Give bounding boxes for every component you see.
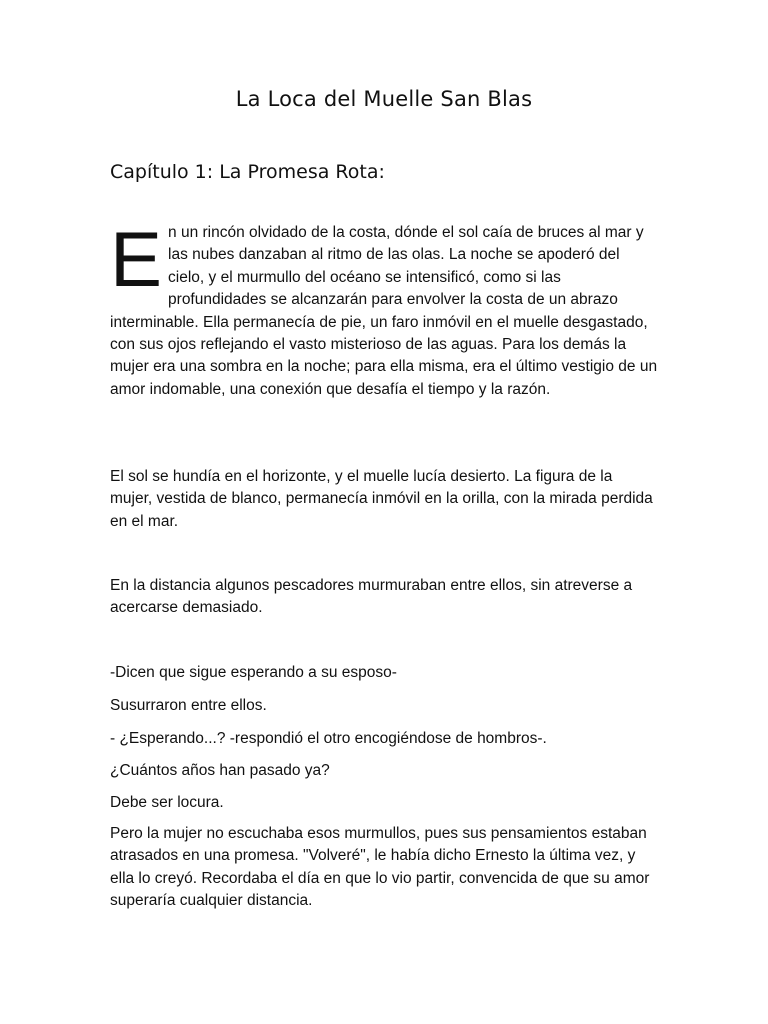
paragraph-2: El sol se hundía en el horizonte, y el muelle lucía desierto. La figura de la mujer, vestida de blanco, permanecía inmóvil en la orilla, con la mirada perdida en el mar. [110, 468, 653, 530]
drop-cap: E [110, 215, 163, 303]
document-title: La Loca del Muelle San Blas [235, 87, 533, 111]
dialogue-line: -Dicen que sigue esperando a su esposo- [110, 664, 397, 681]
paragraph-4: Pero la mujer no escuchaba esos murmullos, pues sus pensamientos estaban atrasados en una promesa. "Volveré", le había dicho Ernesto la última vez, y ella lo creyó. Recordaba el día en que lo vio partir, convencida de que su amor superaría cualquier distancia. [110, 825, 650, 910]
paragraph-1-text: n un rincón olvidado de la costa, dónde el sol caía de bruces al mar y las nubes danzaban al ritmo de las olas. La noche se apoderó del cielo, y el murmullo del océano se intensificó, como si las profundidades se alcanzarán para envolver la costa de un abrazo interminable. Ella permanecía de pie, un faro inmóvil en el muelle desgastado, con sus ojos reflejando el vasto misterioso de las aguas. Para los demás la mujer era una sombra en la noche; para ella misma, era el último vestigio de un amor indomable, una conexión que desafía el tiempo y la razón. [110, 224, 658, 398]
dialogue-line: ¿Cuántos años han pasado ya? [110, 762, 330, 779]
paragraph-3: En la distancia algunos pescadores murmuraban entre ellos, sin atreverse a acercarse demasiado. [110, 577, 633, 617]
dialogue-line: - ¿Esperando...? -respondió el otro encogiéndose de hombros-. [110, 730, 547, 747]
chapter-title: Capítulo 1: La Promesa Rota: [110, 161, 385, 183]
paragraph-1 [110, 215, 658, 401]
dialogue-line: Susurraron entre ellos. [110, 697, 267, 714]
dialogue-line: Debe ser locura. [110, 794, 224, 811]
